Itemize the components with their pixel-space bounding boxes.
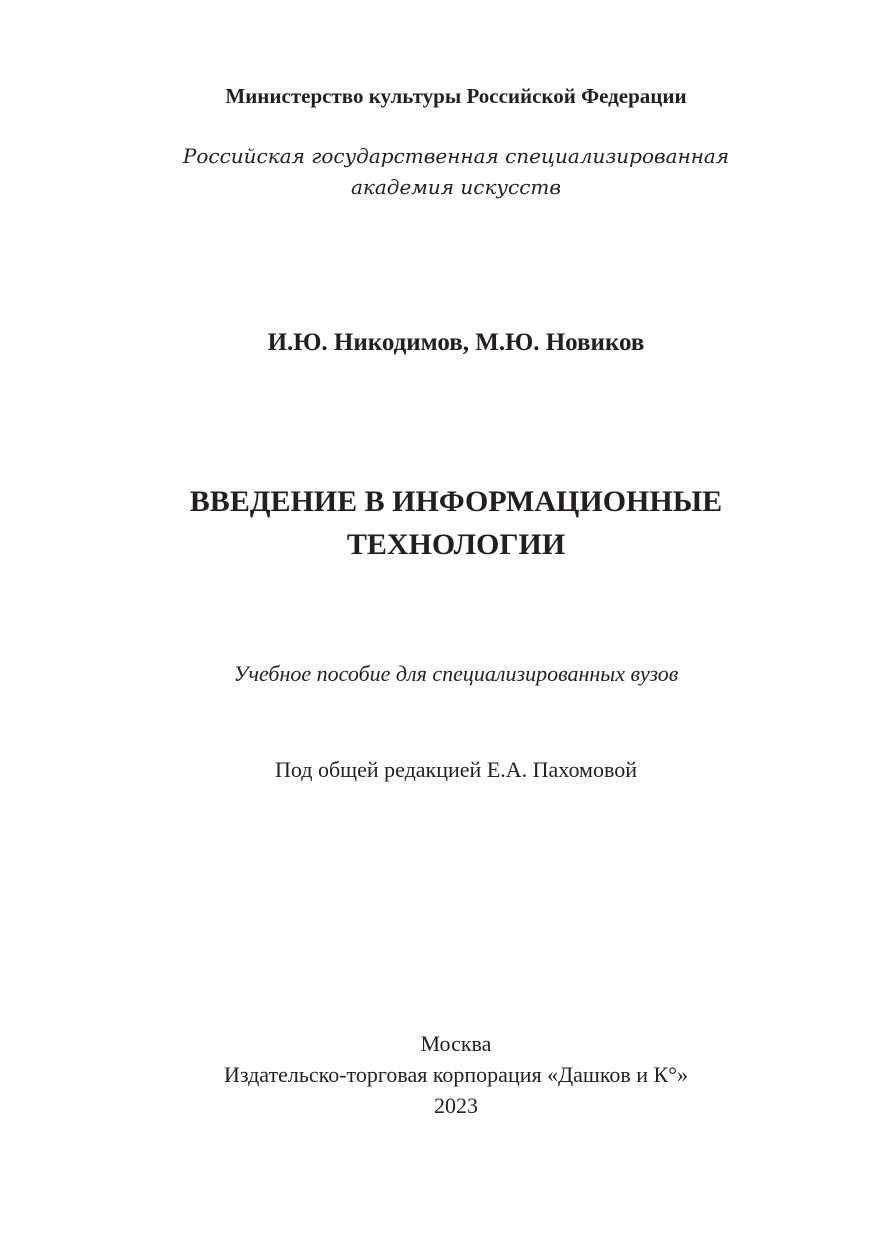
imprint-publisher: Издательско-торговая корпорация «Дашков и К°» [223,1062,689,1087]
book-title-line-2: ТЕХНОЛОГИИ [346,528,566,561]
imprint-year: 2023 [434,1093,478,1118]
book-title-line-1: ВВЕДЕНИЕ В ИНФОРМАЦИОННЫЕ [189,485,723,518]
book-subtitle: Учебное пособие для специализированных вузов [233,661,679,686]
imprint-city: Москва [420,1031,492,1056]
ministry-name: Министерство культуры Российской Федерации [225,84,687,108]
authors: И.Ю. Никодимов, М.Ю. Новиков [267,329,645,356]
editor-credit: Под общей редакцией Е.А. Пахомовой [275,757,637,782]
academy-name-line-1: Российская государственная специализированная [182,144,730,168]
academy-name-line-2: академия искусств [351,175,561,199]
